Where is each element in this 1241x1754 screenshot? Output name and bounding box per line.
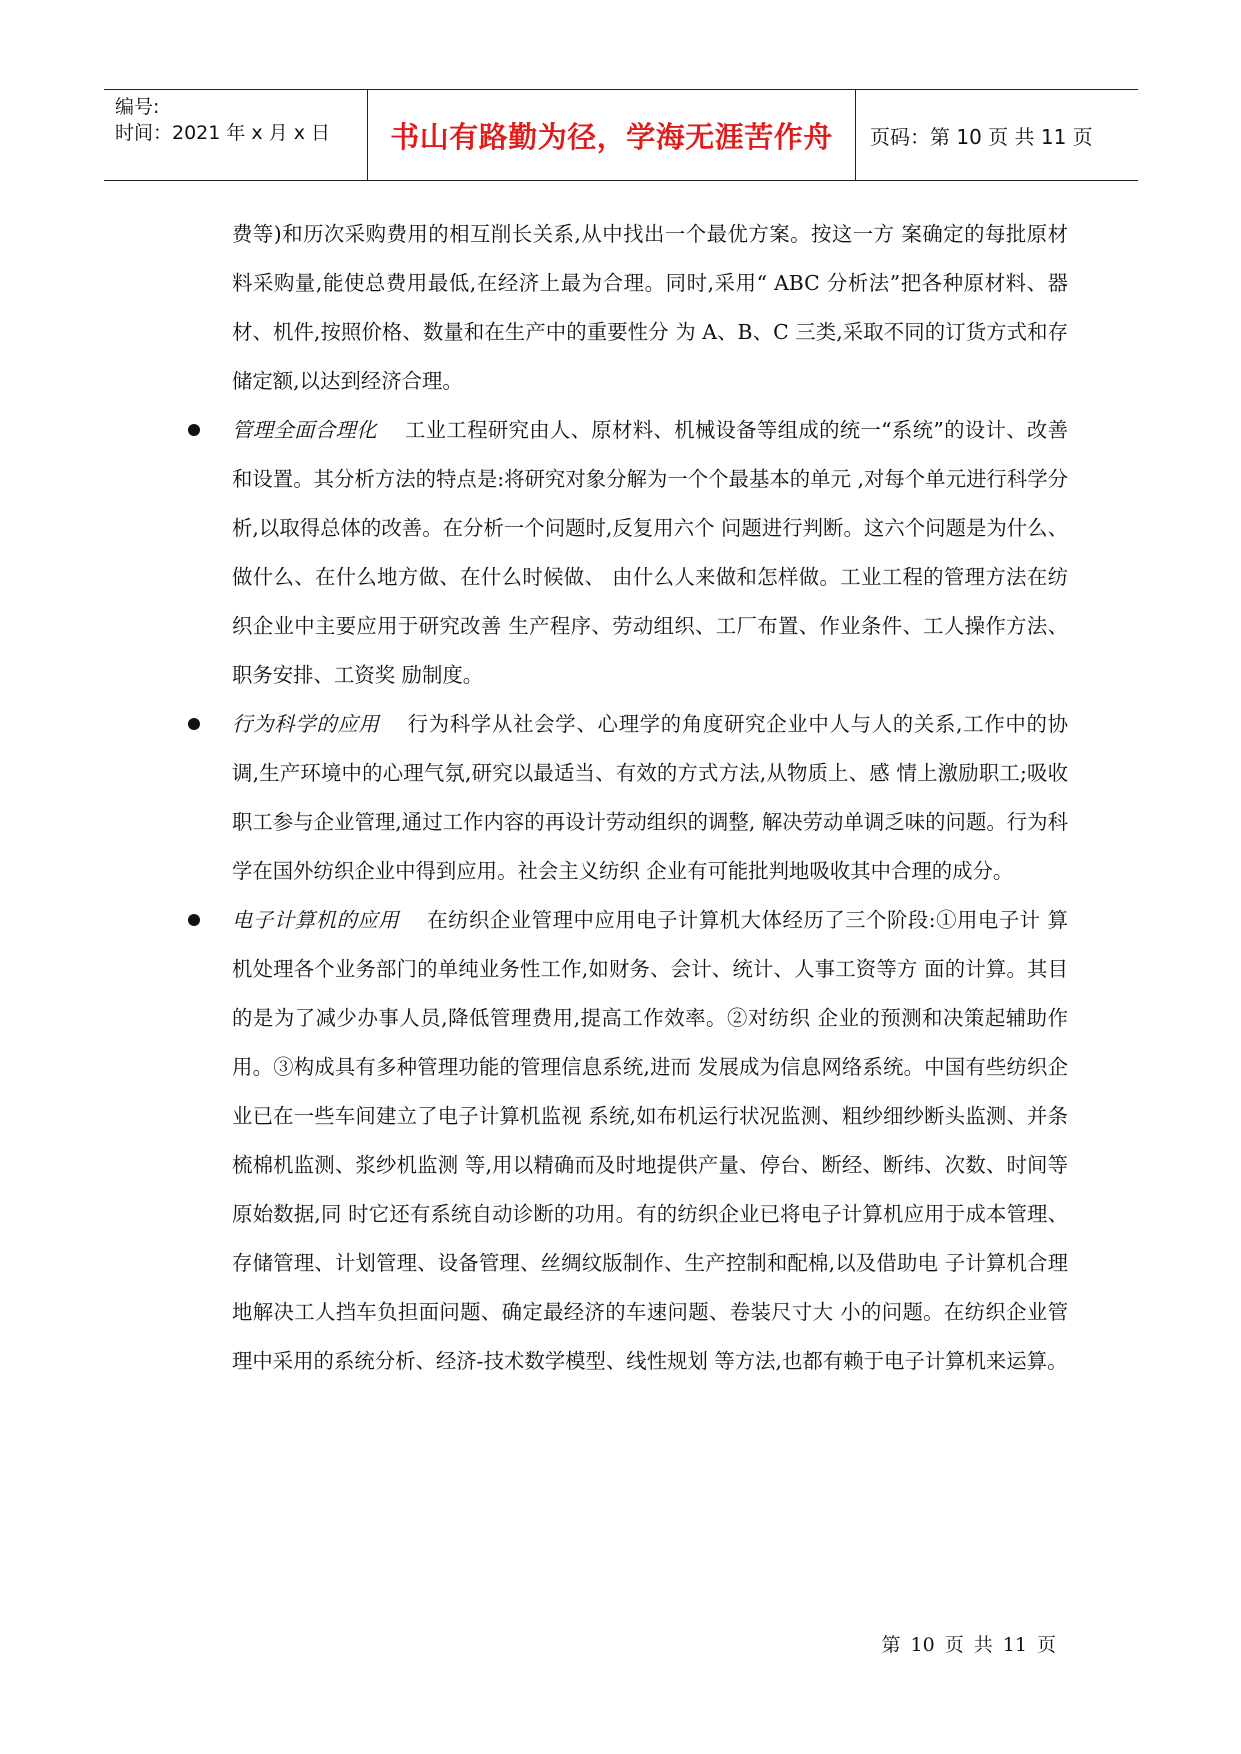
bullet-dot-icon xyxy=(188,424,200,436)
bullet-text: 行为科学从社会学、心理学的角度研究企业中人与人的关系,工作中的协调,生产环境中的心理气氛,研究以最适当、有效的方式方法,从物质上、感 情上激励职工;吸收职工参与企业管理,通过工作内容的再设计劳动组织的调整, 解决劳动单调乏味的问题。行为科学在国外纺织企业中得到应用。社会主义纺织 企业有可能批判地吸收其中合理的成分。 xyxy=(232,712,1069,883)
bullet-text: 工业工程研究由人、原材料、机械设备等组成的统一“系统”的设计、改善和设置。其分析方法的特点是:将研究对象分解为一个个最基本的单元 ,对每个单元进行科学分析,以取得总体的改善。在分析一个问题时,反复用六个 问题进行判断。这六个问题是为什么、做什么、在什么地方做、在什么时候做、 由什么人来做和怎样做。工业工程的管理方法在纺织企业中主要应用于研究改善 生产程序、劳动组织、工厂布置、作业条件、工人操作方法、职务安排、工资奖 励制度。 xyxy=(232,418,1068,687)
page-footer: 第 10 页 共 11 页 xyxy=(881,1634,1056,1656)
date-label: 时间：2021 年 x 月 x 日 xyxy=(115,122,331,144)
bullet-item xyxy=(232,700,1068,896)
bullet-topic: 行为科学的应用 xyxy=(232,712,380,736)
bullet-dot-icon xyxy=(188,914,200,926)
header-page-code: 页码：第 10 页 共 11 页 xyxy=(870,124,1093,149)
bullet-topic: 电子计算机的应用 xyxy=(232,908,400,932)
bullet-item xyxy=(232,406,1068,700)
bullet-text: 在纺织企业管理中应用电子计算机大体经历了三个阶段:①用电子计 算机处理各个业务部门的单纯业务性工作,如财务、会计、统计、人事工资等方 面的计算。其目的是为了减少办事人员,降低管理费用,提高工作效率。②对纺织 企业的预测和决策起辅助作用。③构成具有多种管理功能的管理信息系统,进而 发展成为信息网络系统。中国有些纺织企业已在一些车间建立了电子计算机监视 系统,如布机运行状况监测、粗纱细纱断头监测、并条梳棉机监测、浆纱机监测 等,用以精确而及时地提供产量、停台、断经、断纬、次数、时间等原始数据,同 时它还有系统自动诊断的功用。有的纺织企业已将电子计算机应用于成本管理、 存储管理、计划管理、设备管理、丝绸纹版制作、生产控制和配棉,以及借助电 子计算机合理地解决工人挡车负担面问题、确定最经济的车速问题、卷装尺寸大 小的问题。在纺织企业管理中采用的系统分析、经济-技术数学模型、线性规划 等方法,也都有赖于电子计算机来运算。 xyxy=(232,908,1068,1373)
bullet-item xyxy=(232,896,1068,1386)
serial-number-label: 编号: xyxy=(115,96,160,118)
bullet-topic: 管理全面合理化 xyxy=(232,418,377,442)
bullet-paragraph xyxy=(232,406,1068,700)
intro-paragraph: 费等)和历次采购费用的相互削长关系,从中找出一个最优方案。按这一方 案确定的每批原材料采购量,能使总费用最低,在经济上最为合理。同时,采用“ ABC 分析法”把各种原材料、器材、机件,按照价格、数量和在生产中的重要性分 为 A、B、C 三类,采取不同的订货方式和存储定额,以达到经济合理。 xyxy=(232,222,1068,393)
bullet-dot-icon xyxy=(188,718,200,730)
bullet-paragraph xyxy=(232,896,1068,1386)
document-body xyxy=(232,210,1068,1386)
bullet-paragraph xyxy=(232,700,1068,896)
header-motto: 书山有路勤为径，学海无涯苦作舟 xyxy=(368,90,856,180)
page-header xyxy=(104,89,1138,181)
header-meta xyxy=(104,90,368,180)
